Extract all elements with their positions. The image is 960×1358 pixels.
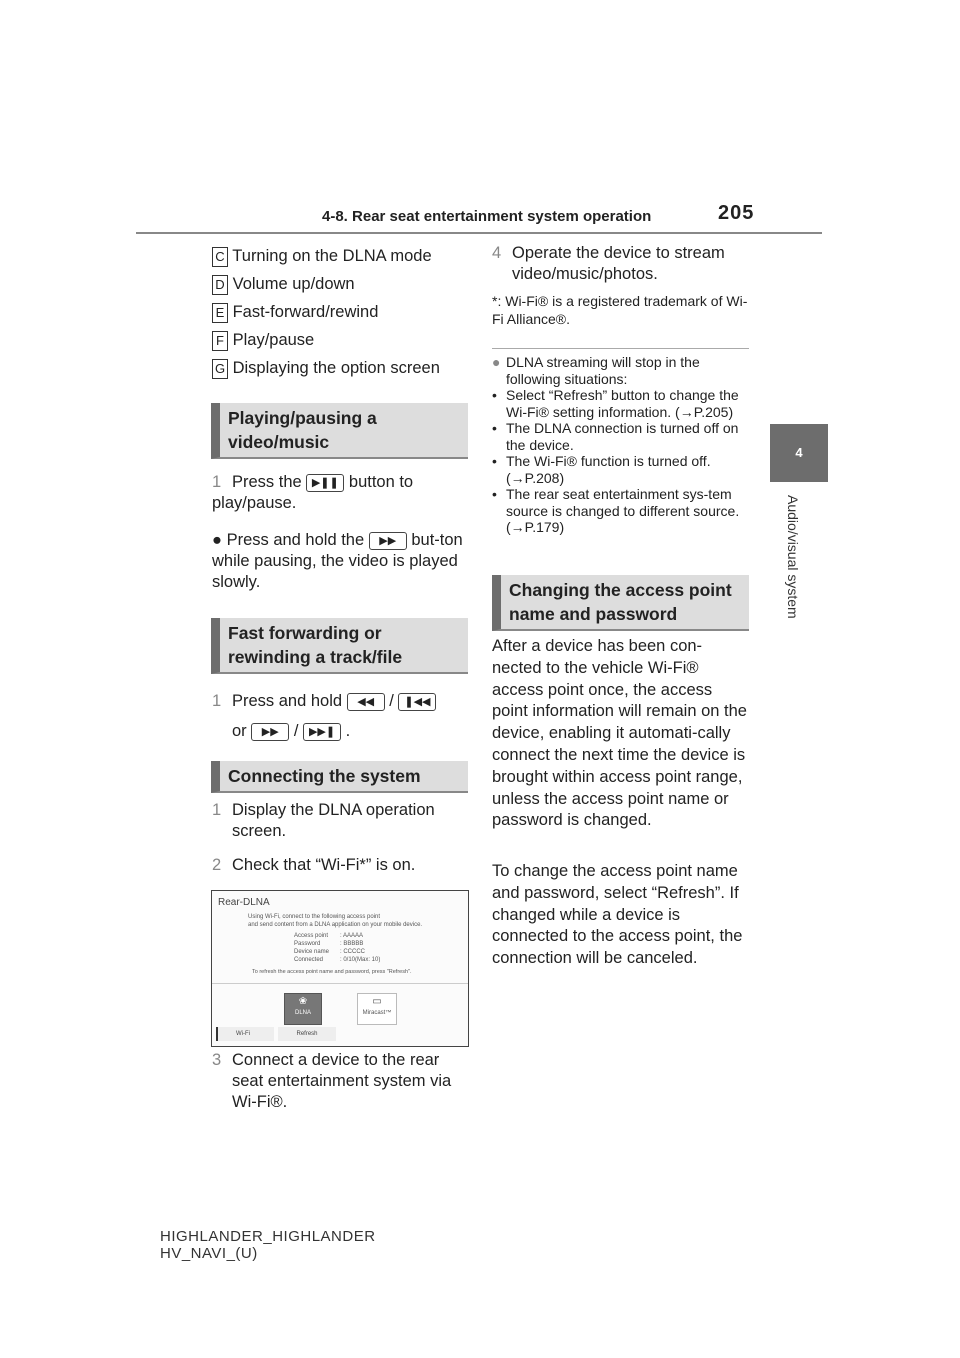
rewind-icon: ◀◀: [347, 693, 385, 711]
screen-info-table: [294, 932, 380, 964]
connecting-step-2: [212, 855, 468, 876]
screen-title: Rear-DLNA: [218, 897, 270, 908]
fastfwd-step-1: [212, 686, 468, 746]
screen-divider: [212, 983, 468, 984]
legend-key: E: [212, 303, 228, 323]
note-item-text: The rear seat entertainment sys-tem source is changed to different source. (→P.179): [506, 486, 740, 535]
note-rule: [492, 348, 749, 349]
chapter-title: 4-8. Rear seat entertainment system operation: [322, 208, 652, 225]
dlna-screen-illustration: [211, 890, 469, 1047]
info-key: Password: [294, 941, 321, 947]
note-item: [492, 420, 750, 453]
step-number: 4: [492, 244, 502, 262]
footnote: *: Wi-Fi® is a registered trademark of Wi-Fi Alliance®.: [492, 293, 748, 327]
step-text: Display the DLNA operation screen.: [232, 801, 435, 840]
playing-bullet: [212, 530, 468, 593]
section-heading-fastfwd: Fast forwarding or rewinding a track/file: [211, 618, 468, 674]
note-item: [492, 387, 750, 420]
bullet-text: but-ton while pausing, the video is played slowly.: [212, 531, 463, 591]
connecting-step-3: [212, 1050, 468, 1113]
note-item: [492, 486, 750, 536]
fast-forward-icon: ▶▶: [369, 532, 407, 550]
info-value: : AAAAA: [340, 933, 364, 939]
miracast-icon: ▭: [372, 996, 382, 1007]
legend-text: Volume up/down: [232, 275, 355, 293]
screen-intro: [248, 913, 463, 929]
legend-key: D: [212, 275, 228, 295]
page-number: 205: [718, 202, 755, 224]
legend-list: [212, 246, 472, 379]
playing-step-1: [212, 472, 468, 514]
step-number: 2: [212, 856, 222, 874]
step-text: Check that “Wi-Fi*” is on.: [232, 856, 416, 874]
miracast-button[interactable]: [357, 993, 397, 1025]
info-key: Device name: [294, 949, 330, 955]
legend-item: [212, 330, 472, 351]
legend-text: Play/pause: [232, 331, 315, 349]
access-paragraph-2: To change the access point name and password, select “Refresh”. If changed while a device is connected to the access point, the connection will be canceled.: [492, 862, 743, 968]
screen-refresh-note: To refresh the access point name and password, press "Refresh".: [252, 969, 412, 975]
footer-line: HV_NAVI_(U): [160, 1245, 258, 1262]
dot-icon: •: [492, 420, 497, 436]
screen-info-row: [294, 956, 380, 964]
screen-info-row: [294, 932, 380, 940]
step-text: Press and hold: [232, 692, 343, 710]
connecting-step-4: [492, 243, 752, 285]
wifi-toggle[interactable]: Wi-Fi: [216, 1027, 274, 1041]
refresh-button[interactable]: Refresh: [278, 1027, 336, 1041]
legend-item: [212, 246, 472, 267]
dlna-button[interactable]: [284, 993, 322, 1025]
note-lead: [492, 354, 750, 387]
screen-info-row: [294, 940, 380, 948]
legend-text: Turning on the DLNA mode: [232, 247, 432, 265]
info-value: : 0/10(Max: 10): [340, 957, 381, 963]
info-key: Connected: [294, 957, 324, 963]
step-text: or: [232, 722, 247, 740]
dot-icon: •: [492, 453, 497, 469]
legend-text: Displaying the option screen: [232, 359, 440, 377]
dot-icon: •: [492, 486, 497, 502]
info-value: : BBBBB: [340, 941, 364, 947]
chapter-side-label: Audio/visual system: [785, 495, 801, 619]
step-number: 1: [212, 692, 222, 710]
legend-item: [212, 302, 472, 323]
note-item-text: Select “Refresh” button to change the Wi-Fi® setting information. (→P.205): [506, 387, 739, 420]
legend-key: F: [212, 331, 228, 351]
note-item: [492, 453, 750, 486]
skip-forward-icon: ▶▶❚: [303, 723, 341, 741]
step-text: button to play/pause.: [212, 473, 414, 512]
step-number: 1: [212, 801, 222, 819]
step-text: Press the: [232, 473, 302, 491]
dlna-icon: ❀: [298, 996, 308, 1007]
step-number: 3: [212, 1051, 222, 1069]
miracast-label: Miracast™: [362, 1010, 392, 1016]
separator: /: [293, 722, 299, 740]
info-key: Access point: [294, 933, 329, 939]
separator: /: [389, 692, 394, 710]
document-footer: [160, 1228, 376, 1262]
section-heading-connecting: Connecting the system: [211, 761, 468, 793]
dot-icon: •: [492, 387, 497, 403]
bullet-text: Press and hold the: [226, 531, 365, 549]
screen-info-row: [294, 948, 380, 956]
step-text: .: [345, 722, 351, 740]
note-item-text: The DLNA connection is turned off on the device.: [506, 420, 739, 453]
legend-text: Fast-forward/rewind: [232, 303, 379, 321]
info-value: : CCCCC: [340, 949, 365, 955]
legend-key: G: [212, 359, 228, 379]
play-pause-icon: ▶❚❚: [306, 474, 344, 492]
step-text: Connect a device to the rear seat entertainment system via Wi-Fi®.: [232, 1051, 452, 1111]
legend-item: [212, 358, 472, 379]
dlna-label: DLNA: [294, 1010, 311, 1016]
legend-key: C: [212, 247, 228, 267]
screen-intro-line: Using Wi-Fi, connect to the following access point: [248, 914, 381, 920]
step-text: Operate the device to stream video/music/photos.: [512, 244, 725, 283]
section-heading-access: Changing the access point name and password: [492, 575, 749, 631]
connecting-step-1: [212, 800, 468, 842]
legend-item: [212, 274, 472, 295]
section-heading-playing: Playing/pausing a video/music: [211, 403, 468, 459]
header-rule: [136, 232, 822, 234]
chapter-tab: 4: [770, 424, 828, 482]
bullet-icon: ●: [212, 531, 222, 549]
note-bullet-icon: ●: [492, 354, 501, 370]
access-paragraph-1: After a device has been con-nected to the vehicle Wi-Fi® access point once, the access point information will remain on the device, enabling it automati-cally connect the next time the device is brought within access point range, unless the access point name or password is changed.: [492, 637, 747, 830]
screen-intro-line: and send content from a DLNA application on your mobile device.: [248, 922, 423, 928]
fast-forward-icon: ▶▶: [251, 723, 289, 741]
skip-back-icon: ❚◀◀: [398, 693, 436, 711]
note-item-text: The Wi-Fi® function is turned off. (→P.208): [506, 453, 711, 486]
step-number: 1: [212, 473, 222, 491]
note-lead-text: DLNA streaming will stop in the following situations:: [506, 354, 700, 387]
note-block: [492, 354, 750, 536]
footer-line: HIGHLANDER_HIGHLANDER: [160, 1228, 376, 1245]
